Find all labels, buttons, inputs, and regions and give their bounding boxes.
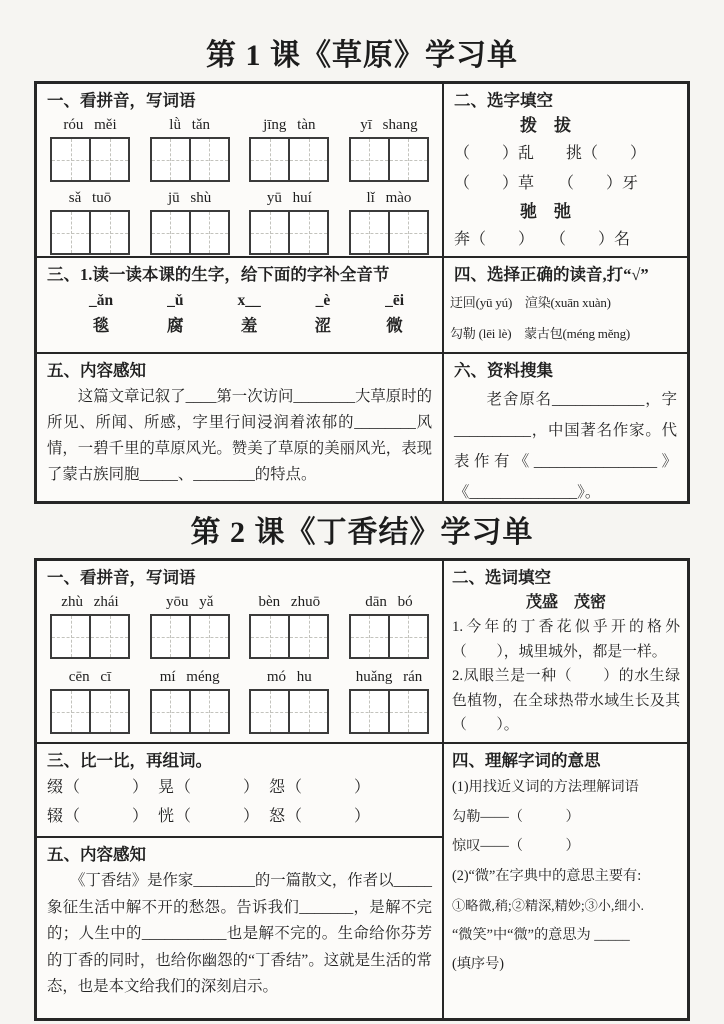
pinyin-word-box bbox=[349, 189, 429, 255]
sheet2 bbox=[0, 507, 724, 1021]
grid-cell bbox=[152, 691, 189, 732]
sheet2-title: 第 2 课《丁香结》学习单 bbox=[190, 516, 534, 549]
comprehension-text: 《丁香结》是作家________的一篇散文，作者以_____象征生活中解不开的愁怨。告诉我们_______，是解不完的；人生中的___________也是解不完的。生命给你芬芳的丁香的同时，也给你幽怨的“丁香结”。这就是生活的常态，也是本文给我们的深刻启示。 bbox=[47, 872, 432, 995]
pinyin-label: cēn cī bbox=[68, 669, 112, 685]
writing-grid bbox=[50, 210, 130, 255]
grid-cell bbox=[288, 616, 327, 657]
pinyin-word-box bbox=[349, 668, 429, 734]
fill-item: 2.凤眼兰是一种（ ）的水生绿色植物，在全球热带水域生长及其（ ）。 bbox=[452, 668, 680, 733]
meaning-line: (2)“微”在字典中的意思主要有: bbox=[452, 867, 642, 884]
choice-line: （ ）草 （ ）牙 bbox=[454, 175, 639, 192]
syllable-item bbox=[315, 289, 332, 339]
writing-grid bbox=[349, 137, 429, 182]
syllable-char: 毯 bbox=[92, 316, 110, 335]
word-options: 茂盛 茂密 bbox=[525, 594, 606, 611]
syllable-blank: _ēi bbox=[385, 292, 404, 309]
research-text: 老舍原名____________，字__________，中国著名作家。代表作有《________________》《______________》。 bbox=[454, 391, 677, 501]
sheet2-section-pinyin bbox=[37, 561, 444, 742]
pinyin-word-box bbox=[249, 668, 329, 734]
sheet2-section-comprehension bbox=[37, 836, 444, 1018]
pinyin-label: jū shù bbox=[168, 190, 212, 206]
grid-cell bbox=[89, 691, 128, 732]
pinyin-label: sǎ tuō bbox=[68, 190, 112, 206]
syllable-item bbox=[237, 289, 260, 339]
writing-grid bbox=[50, 689, 130, 734]
pinyin-word-box bbox=[249, 189, 329, 255]
pinyin-label: yū huí bbox=[266, 190, 312, 206]
section-header: 三、比一比，再组词。 bbox=[47, 751, 212, 770]
pinyin-word-box bbox=[150, 189, 230, 255]
grid-cell bbox=[388, 139, 427, 180]
grid-cell bbox=[351, 691, 388, 732]
grid-cell bbox=[89, 139, 128, 180]
syllable-char: 腐 bbox=[167, 316, 184, 335]
sheet1 bbox=[0, 30, 724, 504]
syllable-item bbox=[167, 289, 184, 339]
writing-grid bbox=[150, 689, 230, 734]
pinyin-label: bèn zhuō bbox=[258, 594, 321, 610]
pinyin-label: mó hu bbox=[266, 669, 312, 685]
grid-cell bbox=[189, 691, 228, 732]
syllable-blank: x__ bbox=[237, 292, 261, 309]
section-header: 四、选择正确的读音,打“√” bbox=[454, 265, 649, 284]
grid-cell bbox=[351, 212, 388, 253]
pinyin-label: mí méng bbox=[159, 669, 220, 685]
writing-grid bbox=[249, 614, 329, 659]
sheet2-table bbox=[34, 558, 690, 1021]
sheet2-section-word-meaning bbox=[444, 742, 687, 1018]
meaning-line: “微笑”中“微”的意思为 _____ bbox=[452, 926, 630, 943]
pinyin-word-box bbox=[249, 593, 329, 659]
pinyin-row bbox=[47, 116, 432, 182]
section-header: 四、理解字词的意思 bbox=[452, 751, 601, 770]
grid-cell bbox=[351, 616, 388, 657]
choice-options: 驰 弛 bbox=[520, 202, 571, 221]
comprehension-text: 这篇文章记叙了____第一次访问________大草原时的所见、所闻、所感，字里行间浸润着浓郁的________风情，一碧千里的草原风光。赞美了草原的美丽风光，表现了蒙古族同胞_____、________的特点。 bbox=[47, 388, 432, 483]
grid-cell bbox=[288, 212, 327, 253]
grid-cell bbox=[251, 212, 288, 253]
pinyin-label: huǎng rán bbox=[355, 669, 423, 685]
grid-cell bbox=[152, 616, 189, 657]
syllable-item bbox=[89, 289, 113, 339]
grid-cell bbox=[189, 212, 228, 253]
meaning-line: (1)用找近义词的方法理解词语 bbox=[452, 779, 639, 795]
writing-grid bbox=[349, 210, 429, 255]
grid-cell bbox=[251, 139, 288, 180]
pinyin-word-box bbox=[150, 116, 230, 182]
pronunciation-line: 勾勒 (lēi lè) 蒙古包(méng měng) bbox=[450, 326, 631, 341]
pinyin-word-box bbox=[349, 116, 429, 182]
writing-grid bbox=[249, 689, 329, 734]
section-header: 六、资料搜集 bbox=[454, 361, 553, 380]
meaning-line: ①略微,稍;②精深,精妙;③小,细小. bbox=[452, 898, 644, 913]
pinyin-row bbox=[47, 189, 432, 255]
sheet1-section-research bbox=[444, 352, 687, 501]
syllable-char: 微 bbox=[386, 316, 403, 335]
sheet1-section-pinyin bbox=[37, 84, 444, 256]
grid-cell bbox=[52, 616, 89, 657]
pinyin-label: lǐ mào bbox=[366, 190, 412, 206]
section-header: 五、内容感知 bbox=[47, 845, 146, 864]
compare-row: 缀（ ） 晃（ ） 怨（ ） bbox=[47, 779, 372, 796]
pinyin-word-box bbox=[50, 668, 130, 734]
grid-cell bbox=[388, 691, 427, 732]
sheet1-section-comprehension bbox=[37, 352, 444, 501]
pinyin-label: lǜ tǎn bbox=[169, 117, 211, 133]
grid-cell bbox=[52, 139, 89, 180]
grid-cell bbox=[251, 691, 288, 732]
syllable-grid bbox=[47, 287, 432, 339]
compare-row: 辍（ ） 恍（ ） 怒（ ） bbox=[47, 808, 372, 825]
grid-cell bbox=[52, 212, 89, 253]
pinyin-word-box bbox=[150, 593, 230, 659]
section-header: 一、看拼音，写词语 bbox=[47, 568, 196, 587]
choice-line: 奔（ ） （ ）名 bbox=[454, 231, 631, 248]
grid-cell bbox=[189, 616, 228, 657]
pinyin-label: yōu yǎ bbox=[165, 594, 214, 610]
sheet1-title: 第 1 课《草原》学习单 bbox=[206, 39, 518, 72]
pinyin-row bbox=[47, 593, 432, 659]
pinyin-label: yī shang bbox=[360, 117, 418, 133]
syllable-blank: _è bbox=[315, 292, 331, 309]
section-header: 二、选词填空 bbox=[452, 568, 551, 587]
meaning-line: (填序号) bbox=[452, 956, 505, 972]
pinyin-word-box bbox=[150, 668, 230, 734]
writing-grid bbox=[50, 137, 130, 182]
pinyin-row bbox=[47, 668, 432, 734]
pinyin-word-box bbox=[249, 116, 329, 182]
grid-cell bbox=[388, 212, 427, 253]
grid-cell bbox=[388, 616, 427, 657]
grid-cell bbox=[89, 212, 128, 253]
grid-cell bbox=[52, 691, 89, 732]
grid-cell bbox=[251, 616, 288, 657]
pinyin-word-box bbox=[50, 593, 130, 659]
pinyin-word-box bbox=[50, 189, 130, 255]
grid-cell bbox=[152, 212, 189, 253]
pronunciation-line: 迂回(yū yú) 渲染(xuān xuàn) bbox=[450, 295, 611, 310]
syllable-char: 羞 bbox=[240, 316, 258, 335]
choice-options: 拨 拔 bbox=[520, 116, 571, 135]
section-header: 二、选字填空 bbox=[454, 91, 553, 110]
pinyin-label: zhù zhái bbox=[61, 594, 119, 610]
syllable-blank: _ǎn bbox=[89, 292, 114, 309]
writing-grid bbox=[349, 614, 429, 659]
sheet2-section-choose-word bbox=[444, 561, 687, 742]
sheet1-section-syllables bbox=[37, 256, 444, 352]
choice-line: （ ）乱 挑（ ） bbox=[454, 145, 647, 162]
grid-cell bbox=[89, 616, 128, 657]
pinyin-label: jīng tàn bbox=[263, 117, 316, 133]
pinyin-label: dān bó bbox=[365, 594, 413, 610]
syllable-item bbox=[385, 289, 404, 339]
writing-grid bbox=[249, 210, 329, 255]
grid-cell bbox=[152, 139, 189, 180]
sheet1-section-choose-char bbox=[444, 84, 687, 256]
writing-grid bbox=[150, 210, 230, 255]
grid-cell bbox=[351, 139, 388, 180]
grid-cell bbox=[189, 139, 228, 180]
grid-cell bbox=[288, 139, 327, 180]
writing-grid bbox=[50, 614, 130, 659]
grid-cell bbox=[288, 691, 327, 732]
section-header: 一、看拼音，写词语 bbox=[47, 91, 196, 110]
writing-grid bbox=[249, 137, 329, 182]
writing-grid bbox=[150, 614, 230, 659]
section-header: 五、内容感知 bbox=[47, 361, 146, 380]
meaning-line: 勾勒——（ ） bbox=[452, 808, 580, 825]
meaning-line: 惊叹——（ ） bbox=[452, 838, 580, 854]
sheet1-table bbox=[34, 81, 690, 504]
sheet1-section-pronunciation bbox=[444, 256, 687, 352]
fill-item: 1.今年的丁香花似乎开的格外（ ），城里城外，都是一样。 bbox=[452, 619, 680, 660]
sheet2-section-compare bbox=[37, 742, 444, 836]
section-header: 三、1.读一读本课的生字，给下面的字补全音节 bbox=[47, 265, 390, 284]
syllable-char: 涩 bbox=[314, 316, 332, 335]
pinyin-word-box bbox=[50, 116, 130, 182]
pinyin-label: róu měi bbox=[63, 117, 117, 133]
syllable-blank: _ǔ bbox=[167, 292, 184, 309]
writing-grid bbox=[150, 137, 230, 182]
writing-grid bbox=[349, 689, 429, 734]
pinyin-word-box bbox=[349, 593, 429, 659]
